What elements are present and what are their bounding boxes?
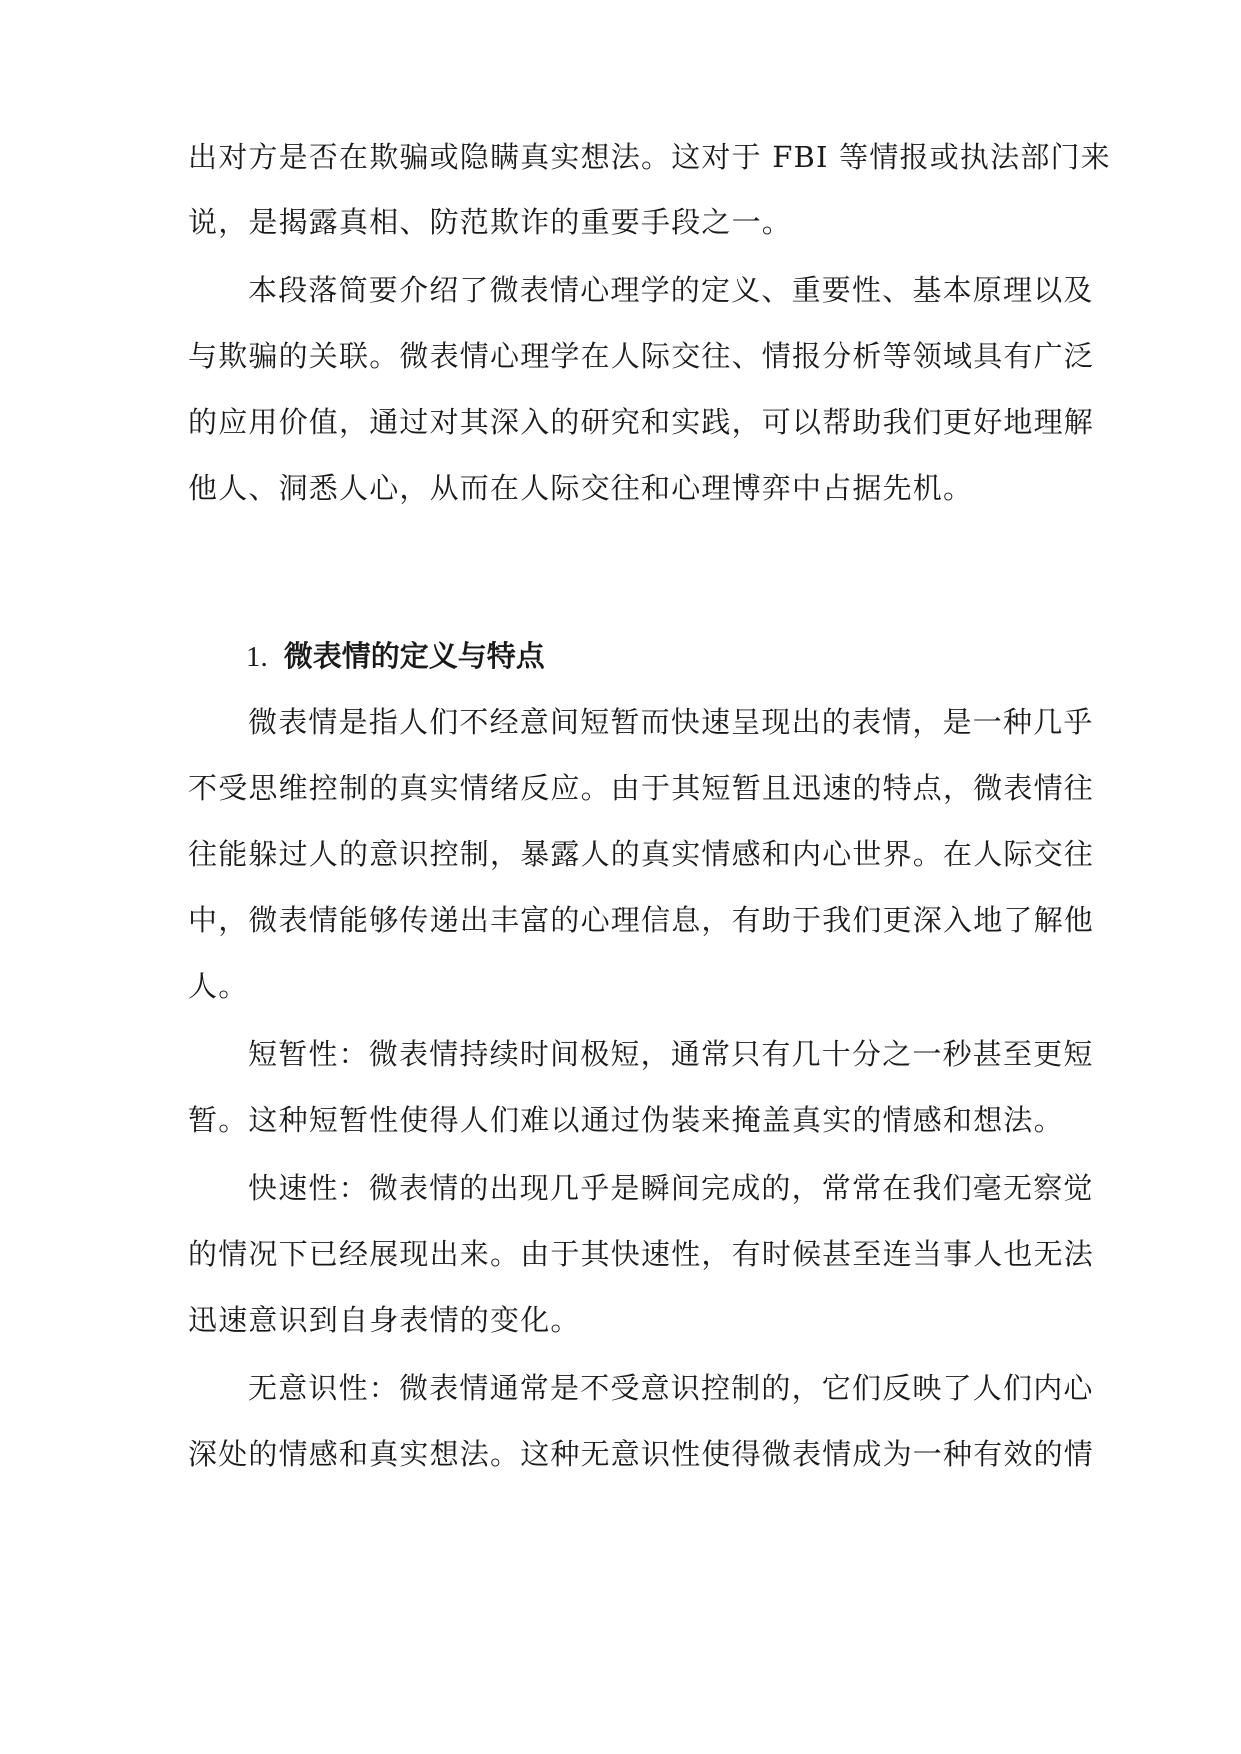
section-title: 微表情的定义与特点 <box>283 639 545 673</box>
section-number: 1. <box>246 641 268 673</box>
paragraph-3-line-2: 不受思维控制的真实情绪反应。由于其短暂且迅速的特点，微表情往 <box>188 771 1095 805</box>
paragraph-1-line-2: 说，是揭露真相、防范欺诈的重要手段之一。 <box>188 205 793 239</box>
paragraph-5-line-2: 的情况下已经展现出来。由于其快速性，有时候甚至连当事人也无法 <box>188 1237 1095 1271</box>
paragraph-4-line-1: 短暂性：微表情持续时间极短，通常只有几十分之一秒甚至更短 <box>248 1037 1094 1071</box>
paragraph-5-line-3: 迅速意识到自身表情的变化。 <box>188 1303 581 1337</box>
paragraph-3-line-5: 人。 <box>188 969 249 1003</box>
paragraph-6-line-1: 无意识性：微表情通常是不受意识控制的，它们反映了人们内心 <box>248 1371 1094 1405</box>
paragraph-2-line-4: 他人、洞悉人心，从而在人际交往和心理博弈中占据先机。 <box>188 471 974 505</box>
paragraph-4-line-2: 暂。这种短暂性使得人们难以通过伪装来掩盖真实的情感和想法。 <box>188 1103 1064 1137</box>
paragraph-3-line-3: 往能躲过人的意识控制，暴露人的真实情感和内心世界。在人际交往 <box>188 837 1095 871</box>
paragraph-2-line-2: 与欺骗的关联。微表情心理学在人际交往、情报分析等领域具有广泛 <box>188 339 1095 373</box>
paragraph-2-line-1: 本段落简要介绍了微表情心理学的定义、重要性、基本原理以及 <box>248 273 1094 307</box>
paragraph-3-line-4: 中，微表情能够传递出丰富的心理信息，有助于我们更深入地了解他 <box>188 903 1095 937</box>
paragraph-2-line-3: 的应用价值，通过对其深入的研究和实践，可以帮助我们更好地理解 <box>188 405 1095 439</box>
paragraph-5-line-1: 快速性：微表情的出现几乎是瞬间完成的，常常在我们毫无察觉 <box>248 1171 1094 1205</box>
paragraph-6-line-2: 深处的情感和真实想法。这种无意识性使得微表情成为一种有效的情 <box>188 1437 1095 1471</box>
section-heading <box>246 636 545 677</box>
paragraph-1-line-1: 出对方是否在欺骗或隐瞒真实想法。这对于 FBI 等情报或执法部门来 <box>188 140 1111 174</box>
paragraph-3-line-1: 微表情是指人们不经意间短暂而快速呈现出的表情，是一种几乎 <box>248 705 1094 739</box>
